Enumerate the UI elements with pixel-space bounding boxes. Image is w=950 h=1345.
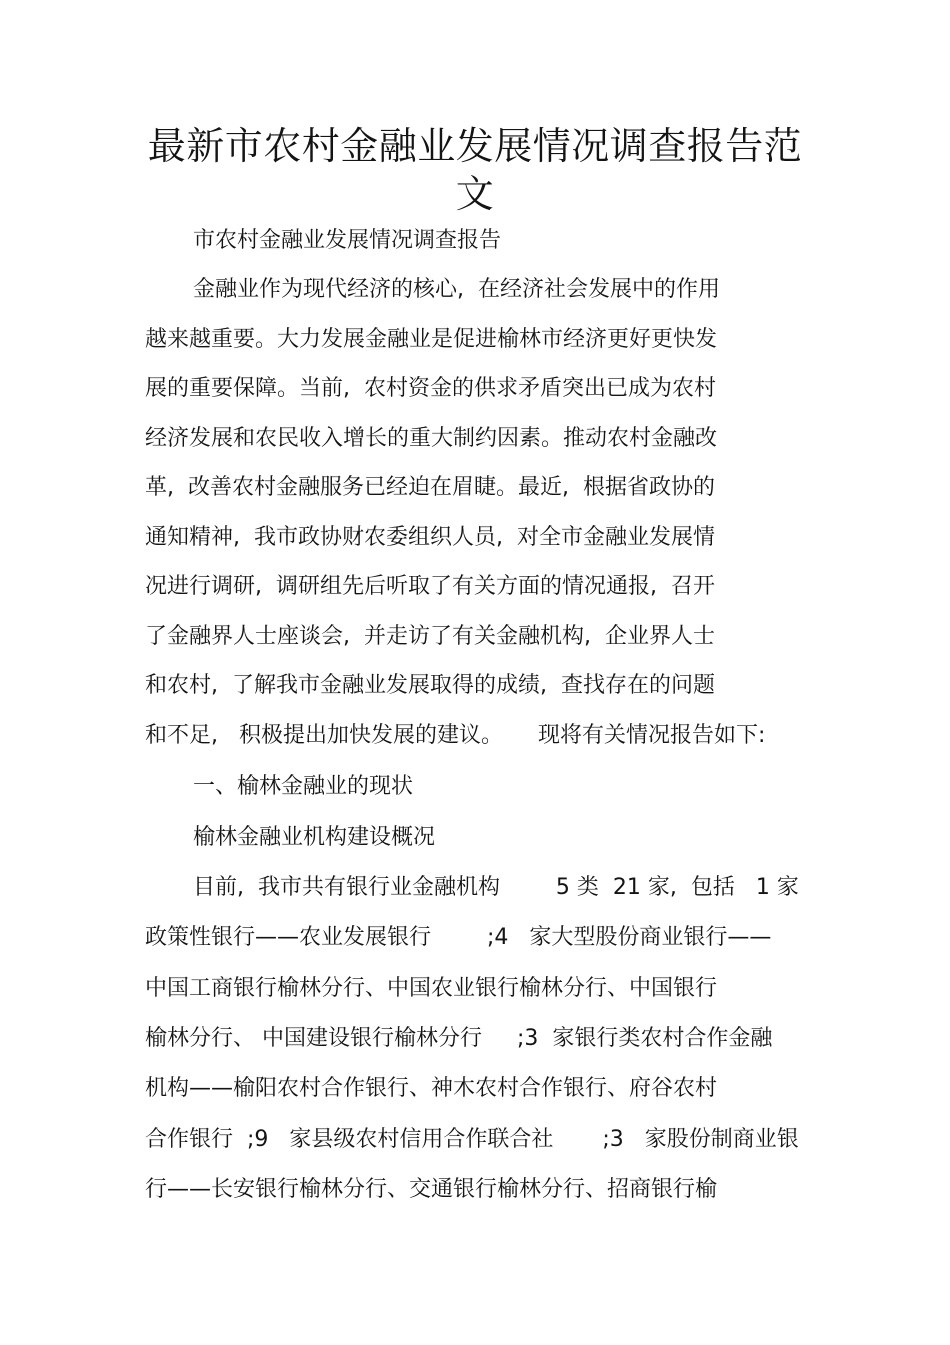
body-line: 金融业作为现代经济的核心, 在经济社会发展中的作用: [193, 277, 720, 302]
body-line: 况进行调研, 调研组先后听取了有关方面的情况通报, 召开: [145, 574, 715, 599]
body-line: 行——长安银行榆林分行、交通银行榆林分行、招商银行榆: [145, 1177, 718, 1202]
body-line: 中国工商银行榆林分行、中国农业银行榆林分行、中国银行: [145, 976, 718, 1001]
body-line: 经济发展和农民收入增长的重大制约因素。推动农村金融改: [145, 426, 718, 451]
body-line: 革, 改善农村金融服务已经迫在眉睫。最近, 根据省政协的: [145, 475, 715, 500]
report-subtitle: 市农村金融业发展情况调查报告: [193, 228, 502, 253]
body-line: 通知精神, 我市政协财农委组织人员, 对全市金融业发展情: [145, 525, 715, 550]
body-line: 机构——榆阳农村合作银行、神木农村合作银行、府谷农村: [145, 1076, 718, 1101]
document-title-line-1: 最新市农村金融业发展情况调查报告范: [147, 124, 803, 168]
body-line: 目前, 我市共有银行业金融机构 5 类 21 家, 包括 1 家: [193, 875, 799, 900]
body-line: 了金融界人士座谈会, 并走访了有关金融机构, 企业界人士: [145, 624, 715, 649]
section-heading: 一、榆林金融业的现状: [193, 774, 414, 799]
subsection-heading: 榆林金融业机构建设概况: [193, 825, 436, 850]
body-line: 越来越重要。大力发展金融业是促进榆林市经济更好更快发: [145, 327, 718, 352]
body-line: 和农村, 了解我市金融业发展取得的成绩, 查找存在的问题: [145, 673, 715, 698]
body-line: 榆林分行、 中国建设银行榆林分行 ;3 家银行类农村合作金融: [145, 1026, 773, 1051]
body-line: 政策性银行——农业发展银行 ;4 家大型股份商业银行——: [145, 925, 772, 950]
body-line: 和不足, 积极提出加快发展的建议。 现将有关情况报告如下:: [145, 723, 766, 748]
body-line: 展的重要保障。当前, 农村资金的供求矛盾突出已成为农村: [145, 376, 716, 401]
document-title-line-2: 文: [455, 172, 495, 216]
body-line: 合作银行 ;9 家县级农村信用合作联合社 ;3 家股份制商业银: [145, 1127, 799, 1152]
